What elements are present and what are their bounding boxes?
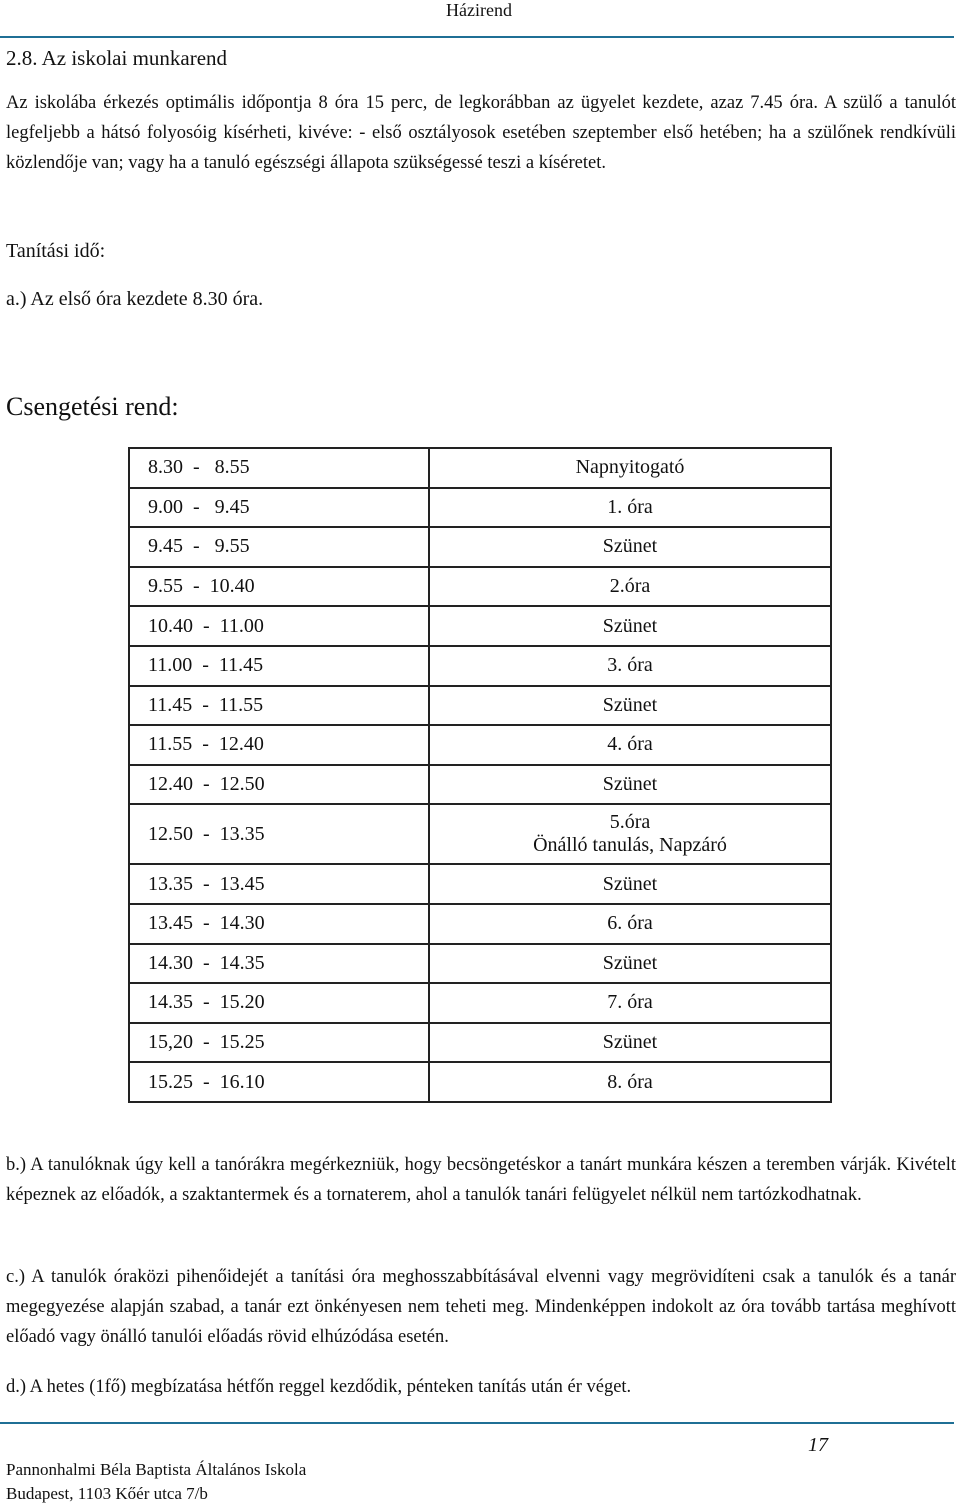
schedule-time-cell: [129, 804, 429, 864]
schedule-time: 11.55 - 12.40: [148, 733, 264, 756]
schedule-event: 8. óra: [607, 1070, 653, 1093]
page-number: 17: [808, 1434, 828, 1456]
schedule-event-cell: [429, 765, 831, 805]
schedule-time: 12.50 - 13.35: [148, 822, 265, 845]
section-title: 2.8. Az iskolai munkarend: [6, 46, 228, 70]
schedule-time-cell: [129, 1062, 429, 1102]
schedule-event: 3. óra: [607, 654, 653, 677]
schedule-event-cell: [429, 646, 831, 686]
schedule-event-cell: [429, 686, 831, 726]
schedule-event-cell: [429, 864, 831, 904]
schedule-time: 14.30 - 14.35: [148, 951, 265, 974]
schedule-event: 1. óra: [607, 495, 653, 518]
schedule-event-cell: [429, 904, 831, 944]
schedule-time-cell: [129, 904, 429, 944]
schedule-time: 13.45 - 14.30: [148, 912, 265, 935]
schedule-event: Szünet: [602, 872, 658, 895]
schedule-row: [129, 944, 831, 984]
schedule-time-cell: [129, 983, 429, 1023]
schedule-row: [129, 765, 831, 805]
schedule-event: 5.óra: [609, 811, 651, 834]
schedule-event-cell: [429, 606, 831, 646]
schedule-time: 8.30 - 8.55: [148, 456, 250, 479]
schedule-event: Szünet: [602, 614, 658, 637]
schedule-time: 11.45 - 11.55: [148, 693, 264, 716]
schedule-event-note: Önálló tanulás, Napzáró: [533, 834, 727, 857]
schedule-row: [129, 1023, 831, 1063]
schedule-time-cell: [129, 944, 429, 984]
document-header-title: Házirend: [446, 0, 512, 20]
schedule-event: 2.óra: [609, 575, 651, 598]
paragraph-c: c.) A tanulók óraközi pihenőidejét a tanítási óra meghosszabbításával elvenni vagy megrövidíteni csak a tanulók és a tanár megegyezése alapján szabad, a tanár ezt önkényesen nem teheti meg. Mindenképpen indokolt az óra tovább tartása meghívott előadó vagy önálló tanulói előadás rövid elhúzódása esetén.: [6, 1267, 956, 1347]
schedule-time-cell: [129, 567, 429, 607]
schedule-row: [129, 527, 831, 567]
footer-organization: [6, 1458, 306, 1506]
schedule-event: 7. óra: [607, 991, 653, 1014]
schedule-time-cell: [129, 725, 429, 765]
schedule-time-cell: [129, 864, 429, 904]
schedule-time: 15.25 - 16.10: [148, 1070, 265, 1093]
teaching-time-label: Tanítási idő:: [6, 240, 106, 262]
schedule-event: Szünet: [602, 951, 658, 974]
footer-org-name: Pannonhalmi Béla Baptista Általános Iskola: [6, 1460, 307, 1479]
schedule-row: [129, 804, 831, 864]
schedule-row: [129, 864, 831, 904]
schedule-row: [129, 983, 831, 1023]
schedule-event-cell: [429, 448, 831, 488]
schedule-time-cell: [129, 646, 429, 686]
schedule-row: [129, 606, 831, 646]
schedule-row: [129, 448, 831, 488]
schedule-event-cell: [429, 944, 831, 984]
schedule-time-cell: [129, 488, 429, 528]
schedule-time: 13.35 - 13.45: [148, 872, 265, 895]
schedule-row: [129, 1062, 831, 1102]
schedule-event: Szünet: [602, 773, 658, 796]
schedule-event-cell: [429, 725, 831, 765]
schedule-time: 15,20 - 15.25: [148, 1031, 265, 1054]
schedule-time-cell: [129, 448, 429, 488]
schedule-event: 4. óra: [607, 733, 653, 756]
schedule-time: 12.40 - 12.50: [148, 773, 265, 796]
schedule-time: 9.45 - 9.55: [148, 535, 250, 558]
schedule-time-cell: [129, 765, 429, 805]
schedule-row: [129, 904, 831, 944]
schedule-time: 9.55 - 10.40: [148, 575, 255, 598]
paragraph-d: d.) A hetes (1fő) megbízatása hétfőn reggel kezdődik, pénteken tanítás után ér véget.: [6, 1377, 632, 1397]
schedule-event-cell: [429, 983, 831, 1023]
schedule-event: 6. óra: [607, 912, 653, 935]
schedule-event-cell: [429, 804, 831, 864]
schedule-time: 9.00 - 9.45: [148, 495, 250, 518]
schedule-row: [129, 488, 831, 528]
schedule-time: 10.40 - 11.00: [148, 614, 264, 637]
schedule-event: Napnyitogató: [575, 456, 685, 479]
schedule-row: [129, 686, 831, 726]
schedule-event-cell: [429, 1062, 831, 1102]
schedule-time-cell: [129, 527, 429, 567]
header-divider: [0, 36, 954, 38]
schedule-event: Szünet: [602, 535, 658, 558]
paragraph-b: b.) A tanulóknak úgy kell a tanórákra megérkezniük, hogy becsöngetéskor a tanárt munkára készen a teremben várják. Kivételt képeznek az előadók, a szaktantermek és a tornaterem, ahol a tanulók tanári felügyelet nélkül nem tartózkodhatnak.: [6, 1155, 956, 1205]
intro-paragraph: Az iskolába érkezés optimális időpontja 8 óra 15 perc, de legkorábban az ügyelet kezdete, azaz 7.45 óra. A szülő a tanulót legfeljebb a hátsó folyosóig kísérheti, kivéve: - első osztályosok esetében szeptember első hetében; ha a szülőnek rendkívüli közlendője van; vagy ha a tanuló egészségi állapota szükségessé teszi a kíséretet.: [6, 93, 956, 173]
schedule-time-cell: [129, 1023, 429, 1063]
footer-address: Budapest, 1103 Kőér utca 7/b: [6, 1484, 208, 1503]
first-lesson-start: a.) Az első óra kezdete 8.30 óra.: [6, 288, 264, 310]
schedule-event-cell: [429, 567, 831, 607]
schedule-event-cell: [429, 1023, 831, 1063]
bell-schedule-table: [128, 447, 832, 1103]
schedule-row: [129, 646, 831, 686]
schedule-time: 14.35 - 15.20: [148, 991, 265, 1014]
schedule-event-cell: [429, 488, 831, 528]
schedule-event-cell: [429, 527, 831, 567]
footer-divider: [0, 1422, 954, 1424]
schedule-time-cell: [129, 686, 429, 726]
schedule-event: Szünet: [602, 693, 658, 716]
schedule-row: [129, 725, 831, 765]
schedule-row: [129, 567, 831, 607]
schedule-time: 11.00 - 11.45: [148, 654, 264, 677]
schedule-time-cell: [129, 606, 429, 646]
bell-schedule-title: Csengetési rend:: [6, 392, 179, 421]
schedule-event: Szünet: [602, 1031, 658, 1054]
